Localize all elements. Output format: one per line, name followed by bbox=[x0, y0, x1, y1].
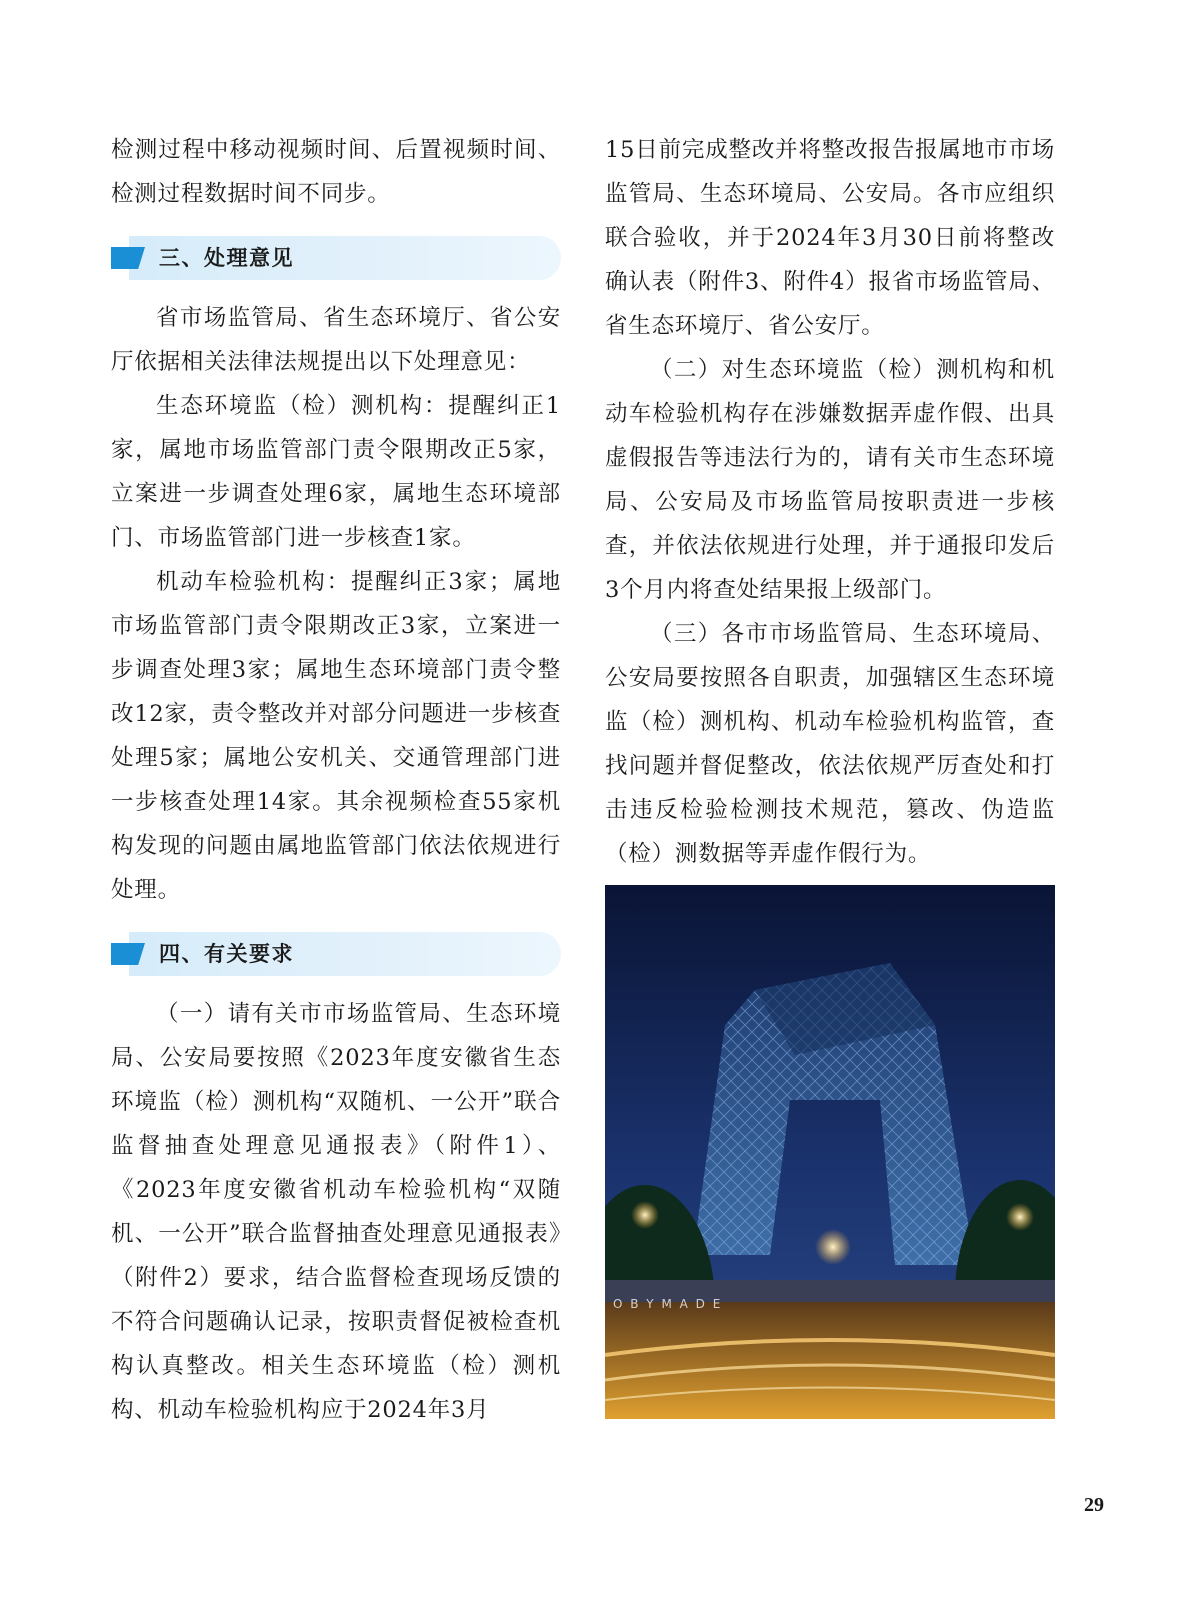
requirement-paragraph-2: （二）对生态环境监（检）测机构和机动车检验机构存在涉嫌数据弄虚作假、出具虚假报告等违法行为的，请有关市生态环境局、公安局及市场监管局按职责进一步核查，并依法依规进行处理，并于通报印发后3个月内将查处结果报上级部门。 bbox=[605, 357, 1055, 603]
requirement-paragraph-3: （三）各市市场监管局、生态环境局、公安局要按照各自职责，加强辖区生态环境监（检）测机构、机动车检验机构监管，查找问题并督促整改，依法依规严厉查处和打击违反检验检测技术规范，篡改、伪造监（检）测数据等弄虚作假行为。 bbox=[605, 621, 1055, 867]
left-column bbox=[111, 128, 561, 1432]
page-number: 29 bbox=[1084, 1494, 1104, 1516]
section4-paragraph-1: （一）请有关市市场监管局、生态环境局、公安局要按照《2023年度安徽省生态环境监（检）测机构“双随机、一公开”联合监督抽查处理意见通报表》（附件1）、《2023年度安徽省机动车检验机构“双随机、一公开”联合监督抽查处理意见通报表》（附件2）要求，结合监督检查现场反馈的不符合问题确认记录，按职责督促被检查机构认真整改。相关生态环境监（检）测机构、机动车检验机构应于2024年3月 bbox=[111, 1001, 561, 1423]
section-title-4: 四、有关要求 bbox=[159, 942, 294, 966]
photo-watermark: O B Y M A D E bbox=[613, 1297, 723, 1311]
section-title-3: 三、处理意见 bbox=[159, 246, 294, 270]
section-heading-3 bbox=[111, 236, 561, 280]
section3-paragraph-1: 省市场监管局、省生态环境厅、省公安厅依据相关法律法规提出以下处理意见： bbox=[111, 305, 561, 375]
section3-paragraph-2: 生态环境监（检）测机构：提醒纠正1家，属地市场监管部门责令限期改正5家，立案进一步调查处理6家，属地生态环境部门、市场监管部门进一步核查1家。 bbox=[111, 393, 561, 551]
intro-paragraph: 检测过程中移动视频时间、后置视频时间、检测过程数据时间不同步。 bbox=[111, 137, 561, 207]
section-heading-4 bbox=[111, 932, 561, 976]
building-night-photo bbox=[605, 885, 1055, 1419]
section3-paragraph-3: 机动车检验机构：提醒纠正3家；属地市场监管部门责令限期改正3家，立案进一步调查处理3家；属地生态环境部门责令整改12家，责令整改并对部分问题进一步核查处理5家；属地公安机关、交通管理部门进一步核查处理14家。其余视频检查55家机构发现的问题由属地监管部门依法依规进行处理。 bbox=[111, 569, 561, 903]
right-column bbox=[605, 128, 1055, 876]
photo-illustration bbox=[605, 885, 1055, 1419]
continued-paragraph: 15日前完成整改并将整改报告报属地市市场监管局、生态环境局、公安局。各市应组织联合验收，并于2024年3月30日前将整改确认表（附件3、附件4）报省市场监管局、省生态环境厅、省公安厅。 bbox=[605, 137, 1055, 339]
